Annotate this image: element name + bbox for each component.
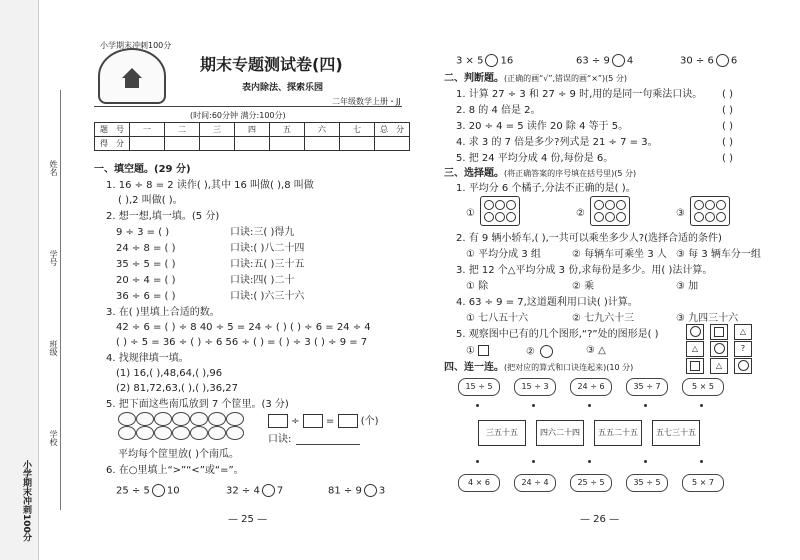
- q2-expr: 35 ÷ 5 = ( ): [116, 259, 176, 270]
- match-dot[interactable]: [700, 460, 703, 463]
- judge-answer[interactable]: ( ): [722, 153, 733, 164]
- orange-group-picture: [590, 196, 630, 226]
- page-title: 期末专题测试卷(四): [200, 55, 343, 74]
- pumpkin-icon: [226, 412, 244, 426]
- s3-note: (将正确答案的序号填在括号里)(5 分): [504, 169, 637, 178]
- judge-answer[interactable]: ( ): [722, 89, 733, 100]
- score-input[interactable]: [200, 137, 235, 151]
- score-cell: 七: [340, 123, 375, 137]
- match-top-item[interactable]: 15 ÷ 5: [458, 378, 500, 396]
- judge-answer[interactable]: ( ): [722, 137, 733, 148]
- logo-badge: [98, 48, 166, 104]
- score-cell: 得 分: [95, 137, 130, 151]
- compare-item: [226, 484, 283, 498]
- grade-label: 二年级数学上册・JJ: [332, 97, 401, 106]
- option-mark[interactable]: ①: [466, 208, 475, 219]
- s1-q4: 4. 找规律填一填。: [106, 353, 189, 364]
- match-bottom-item[interactable]: 4 × 6: [458, 474, 500, 492]
- s3-q1: 1. 平均分 6 个橘子,分法不正确的是( )。: [456, 183, 636, 194]
- header-rule: [94, 106, 402, 107]
- compare-left: 25 ÷ 5: [116, 485, 150, 497]
- score-input[interactable]: [375, 137, 410, 151]
- orange-icon: [616, 200, 626, 210]
- match-dot[interactable]: [588, 404, 591, 407]
- q2-expr: 20 ÷ 4 = ( ): [116, 275, 176, 286]
- shape-option[interactable]: [586, 345, 606, 357]
- compare-right: 3: [378, 485, 386, 497]
- orange-icon: [484, 212, 494, 222]
- grid-cell-triangle: △: [710, 358, 728, 374]
- sidebar-label-id: 学号: [49, 250, 58, 266]
- match-dot[interactable]: [532, 404, 535, 407]
- s1-q6: 6. 在○里填上“>”“<”或“=”。: [106, 465, 244, 476]
- match-top-item[interactable]: 15 ÷ 3: [514, 378, 556, 396]
- orange-group-picture: [690, 196, 730, 226]
- judge-answer[interactable]: ( ): [722, 105, 733, 116]
- orange-group-picture: [480, 196, 520, 226]
- answer-box[interactable]: [268, 414, 288, 428]
- orange-icon: [716, 200, 726, 210]
- q2-koujue: 口诀:四( )二十: [230, 275, 295, 286]
- compare-circle[interactable]: [152, 484, 165, 497]
- q2-koujue: 口诀:( )八二十四: [230, 243, 305, 254]
- match-bottom-item[interactable]: 24 ÷ 4: [514, 474, 556, 492]
- orange-icon: [716, 212, 726, 222]
- sidebar-label-school: 学校: [49, 430, 58, 446]
- q5-koujue: 口诀:: [268, 434, 292, 445]
- match-dot[interactable]: [700, 404, 703, 407]
- orange-icon: [605, 212, 615, 222]
- q2-koujue: 口诀:三( )得九: [230, 227, 295, 238]
- q2-expr: 9 ÷ 3 = ( ): [116, 227, 170, 238]
- choice-option[interactable]: ② 每辆车可乘坐 3 人: [572, 249, 667, 260]
- compare-item: [456, 54, 513, 68]
- compare-left: 63 ÷ 9: [576, 55, 610, 67]
- pumpkin-icon: [136, 426, 154, 440]
- match-dot[interactable]: [532, 460, 535, 463]
- match-middle-card[interactable]: 五五二十五: [594, 420, 642, 446]
- compare-item: [680, 54, 737, 68]
- judge-item: 3. 20 ÷ 4 = 5 读作 20 除 4 等于 5。: [456, 121, 629, 132]
- score-input[interactable]: [340, 137, 375, 151]
- choice-option[interactable]: ③ 加: [676, 281, 699, 292]
- score-input[interactable]: [165, 137, 200, 151]
- s4-note: (把对应的算式和口诀连起来)(10 分): [504, 363, 634, 372]
- match-dot[interactable]: [644, 404, 647, 407]
- option-mark[interactable]: ③: [676, 208, 685, 219]
- compare-right: 16: [500, 55, 514, 67]
- match-middle-card[interactable]: 四六二十四: [536, 420, 584, 446]
- choice-option[interactable]: ① 七八五十六: [466, 313, 529, 324]
- s2-note: (正确的画“√”,错误的画“×”)(5 分): [504, 74, 628, 83]
- compare-left: 3 × 5: [456, 55, 484, 67]
- compare-right: 6: [730, 55, 738, 67]
- s3-title: 三、选择题。: [444, 168, 504, 179]
- match-bottom-item[interactable]: 25 ÷ 5: [570, 474, 612, 492]
- time-note: (时间:60分钟 满分:100分): [190, 111, 286, 120]
- s1-title: 一、填空题。(29 分): [94, 164, 191, 175]
- choice-option[interactable]: ③ 每 3 辆车分一组: [676, 249, 761, 260]
- match-middle-card[interactable]: 五七三十五: [652, 420, 700, 446]
- choice-option[interactable]: ③ 九四三十六: [676, 313, 739, 324]
- compare-circle[interactable]: [612, 54, 625, 67]
- score-cell: 一: [130, 123, 165, 137]
- score-cell: 题 号: [95, 123, 130, 137]
- orange-icon: [616, 212, 626, 222]
- pumpkin-icon: [136, 412, 154, 426]
- s2-heading: [444, 73, 627, 85]
- option-mark: ①: [466, 345, 475, 357]
- square-icon: [478, 345, 489, 356]
- compare-right: 10: [166, 485, 180, 497]
- answer-box[interactable]: [303, 414, 323, 428]
- q2-expr: 36 ÷ 6 = ( ): [116, 291, 176, 302]
- choice-option[interactable]: ① 平均分成 3 组: [466, 249, 541, 260]
- pumpkin-icon: [118, 412, 136, 426]
- s3-q2: 2. 有 9 辆小轿车,( ),一共可以乘坐多少人?(选择合适的条件): [456, 233, 722, 244]
- q2-expr: 24 ÷ 8 = ( ): [116, 243, 176, 254]
- choice-option[interactable]: ① 除: [466, 281, 489, 292]
- grid-cell-question: ?: [734, 341, 752, 357]
- pumpkin-icon: [226, 426, 244, 440]
- option-mark: ②: [526, 346, 535, 358]
- q5-unit: (个): [360, 416, 379, 427]
- score-cell: 五: [270, 123, 305, 137]
- choice-option[interactable]: ② 七九六十三: [572, 313, 635, 324]
- pumpkin-icon: [172, 412, 190, 426]
- s3-q5: 5. 观察图中已有的几个图形,“?”处的图形是( ): [456, 329, 659, 340]
- compare-item: [116, 484, 180, 498]
- score-table: [94, 122, 410, 151]
- q3-row: 42 ÷ 6 = ( ) ÷ 8 40 ÷ 5 = 24 ÷ ( ) ( ) ÷ 6 = 24 ÷ 4: [116, 322, 371, 333]
- pumpkin-icon: [208, 412, 226, 426]
- compare-item: [576, 54, 633, 68]
- page-number-right: — 26 —: [580, 514, 620, 525]
- s1-q5: 5. 把下面这些南瓜放到 7 个筐里。(3 分): [106, 399, 289, 410]
- page-number-left: — 25 —: [228, 514, 268, 525]
- match-top-item[interactable]: 35 ÷ 7: [626, 378, 668, 396]
- score-input[interactable]: [235, 137, 270, 151]
- q4-row: (1) 16,( ),48,64,( ),96: [116, 368, 223, 379]
- score-input[interactable]: [305, 137, 340, 151]
- match-middle-card[interactable]: 三五十五: [478, 420, 526, 446]
- judge-item: 5. 把 24 平均分成 4 份,每份是 6。: [456, 153, 614, 164]
- shape-option[interactable]: [466, 345, 489, 358]
- orange-icon: [506, 200, 516, 210]
- q5-answer: 平均每个筐里放( )个南瓜。: [118, 449, 239, 460]
- orange-icon: [594, 200, 604, 210]
- q3-row: ( ) ÷ 5 = 36 ÷ ( ) ÷ 6 56 ÷ ( ) = ( ) ÷ 3 ( ) ÷ 9 = 7: [116, 337, 368, 348]
- orange-icon: [705, 200, 715, 210]
- judge-item: 1. 计算 27 ÷ 3 和 27 ÷ 9 时,用的是同一句乘法口诀。: [456, 89, 703, 100]
- house-icon: [122, 68, 142, 78]
- s3-heading: [444, 168, 636, 180]
- pumpkin-icon: [154, 412, 172, 426]
- match-dot[interactable]: [476, 404, 479, 407]
- s2-title: 二、判断题。: [444, 73, 504, 84]
- orange-icon: [705, 212, 715, 222]
- judge-item: 4. 求 3 的 7 倍是多少?列式是 21 ÷ 7 = 3。: [456, 137, 658, 148]
- orange-icon: [605, 200, 615, 210]
- orange-icon: [495, 200, 505, 210]
- page-subtitle: 表内除法、探索乐园: [242, 83, 324, 93]
- score-cell: 总 分: [375, 123, 410, 137]
- compare-circle[interactable]: [716, 54, 729, 67]
- pumpkin-icon: [208, 426, 226, 440]
- orange-icon: [495, 212, 505, 222]
- s1-q1b: ( ),2 叫做( )。: [118, 195, 183, 206]
- choice-option[interactable]: ② 乘: [572, 281, 595, 292]
- match-top-item[interactable]: 5 × 5: [682, 378, 724, 396]
- match-dot[interactable]: [644, 460, 647, 463]
- compare-right: 7: [276, 485, 284, 497]
- orange-icon: [694, 200, 704, 210]
- pumpkin-icon: [118, 426, 136, 440]
- score-header-row: [95, 123, 410, 137]
- sidebar-writing-line: [60, 90, 61, 510]
- pumpkin-icon: [172, 426, 190, 440]
- match-dot[interactable]: [588, 460, 591, 463]
- q2-koujue: 口诀:( )六三十六: [230, 291, 305, 302]
- match-dot[interactable]: [476, 460, 479, 463]
- score-value-row: [95, 137, 410, 151]
- option-mark: ③: [586, 345, 595, 356]
- sidebar-label-name: 姓名: [49, 160, 58, 176]
- grid-cell-square: [686, 358, 704, 374]
- score-cell: 二: [165, 123, 200, 137]
- s1-q1a: 1. 16 ÷ 8 = 2 读作( ),其中 16 叫做( ),8 叫做: [106, 180, 314, 191]
- compare-circle[interactable]: [262, 484, 275, 497]
- match-top-item[interactable]: 24 ÷ 6: [570, 378, 612, 396]
- score-input[interactable]: [130, 137, 165, 151]
- orange-icon: [594, 212, 604, 222]
- s3-q3: 3. 把 12 个△平均分成 3 份,求每份是多少。用( )法计算。: [456, 265, 713, 276]
- q4-row: (2) 81,72,63,( ),( ),36,27: [116, 383, 239, 394]
- pumpkin-icon: [190, 412, 208, 426]
- score-cell: 四: [235, 123, 270, 137]
- score-cell: 三: [200, 123, 235, 137]
- compare-left: 32 ÷ 4: [226, 485, 260, 497]
- orange-icon: [506, 212, 516, 222]
- grid-cell-square: [710, 324, 728, 340]
- score-input[interactable]: [270, 137, 305, 151]
- compare-circle[interactable]: [364, 484, 377, 497]
- circle-icon: [540, 345, 553, 358]
- koujue-line[interactable]: [296, 444, 360, 445]
- orange-icon: [694, 212, 704, 222]
- judge-item: 2. 8 的 4 倍是 2。: [456, 105, 541, 116]
- answer-box[interactable]: [338, 414, 358, 428]
- pumpkin-icon: [190, 426, 208, 440]
- compare-item: [328, 484, 385, 498]
- triangle-icon: △: [598, 345, 606, 356]
- sidebar-label-class: 班级: [49, 340, 58, 356]
- sidebar-brand: 小学期末冲刺100分: [21, 460, 31, 542]
- s1-q2: 2. 想一想,填一填。(5 分): [106, 211, 220, 222]
- grid-cell-circle: [710, 341, 728, 357]
- q2-koujue: 口诀:五( )三十五: [230, 259, 305, 270]
- compare-left: 81 ÷ 9: [328, 485, 362, 497]
- orange-icon: [484, 200, 494, 210]
- match-bottom-item[interactable]: 5 × 7: [682, 474, 724, 492]
- house-body: [125, 78, 139, 88]
- logo-text: 小学期末冲刺100分: [100, 41, 172, 50]
- grid-cell-triangle: △: [734, 324, 752, 340]
- s4-heading: [444, 362, 633, 374]
- score-cell: 六: [305, 123, 340, 137]
- compare-left: 30 ÷ 6: [680, 55, 714, 67]
- judge-answer[interactable]: ( ): [722, 121, 733, 132]
- s4-title: 四、连一连。: [444, 362, 504, 373]
- grid-cell-circle: [686, 324, 704, 340]
- q5-formula: ÷ = (个): [268, 414, 379, 428]
- compare-right: 4: [626, 55, 634, 67]
- option-mark[interactable]: ②: [576, 208, 585, 219]
- s1-q3: 3. 在( )里填上合适的数。: [106, 307, 220, 318]
- match-bottom-item[interactable]: 35 ÷ 5: [626, 474, 668, 492]
- s3-q4: 4. 63 ÷ 9 = 7,这道题利用口诀( )计算。: [456, 297, 638, 308]
- grid-cell-triangle: △: [686, 341, 704, 357]
- compare-circle[interactable]: [485, 54, 498, 67]
- pumpkin-icon: [154, 426, 172, 440]
- grid-cell-circle: [734, 358, 752, 374]
- shape-option[interactable]: [526, 345, 555, 359]
